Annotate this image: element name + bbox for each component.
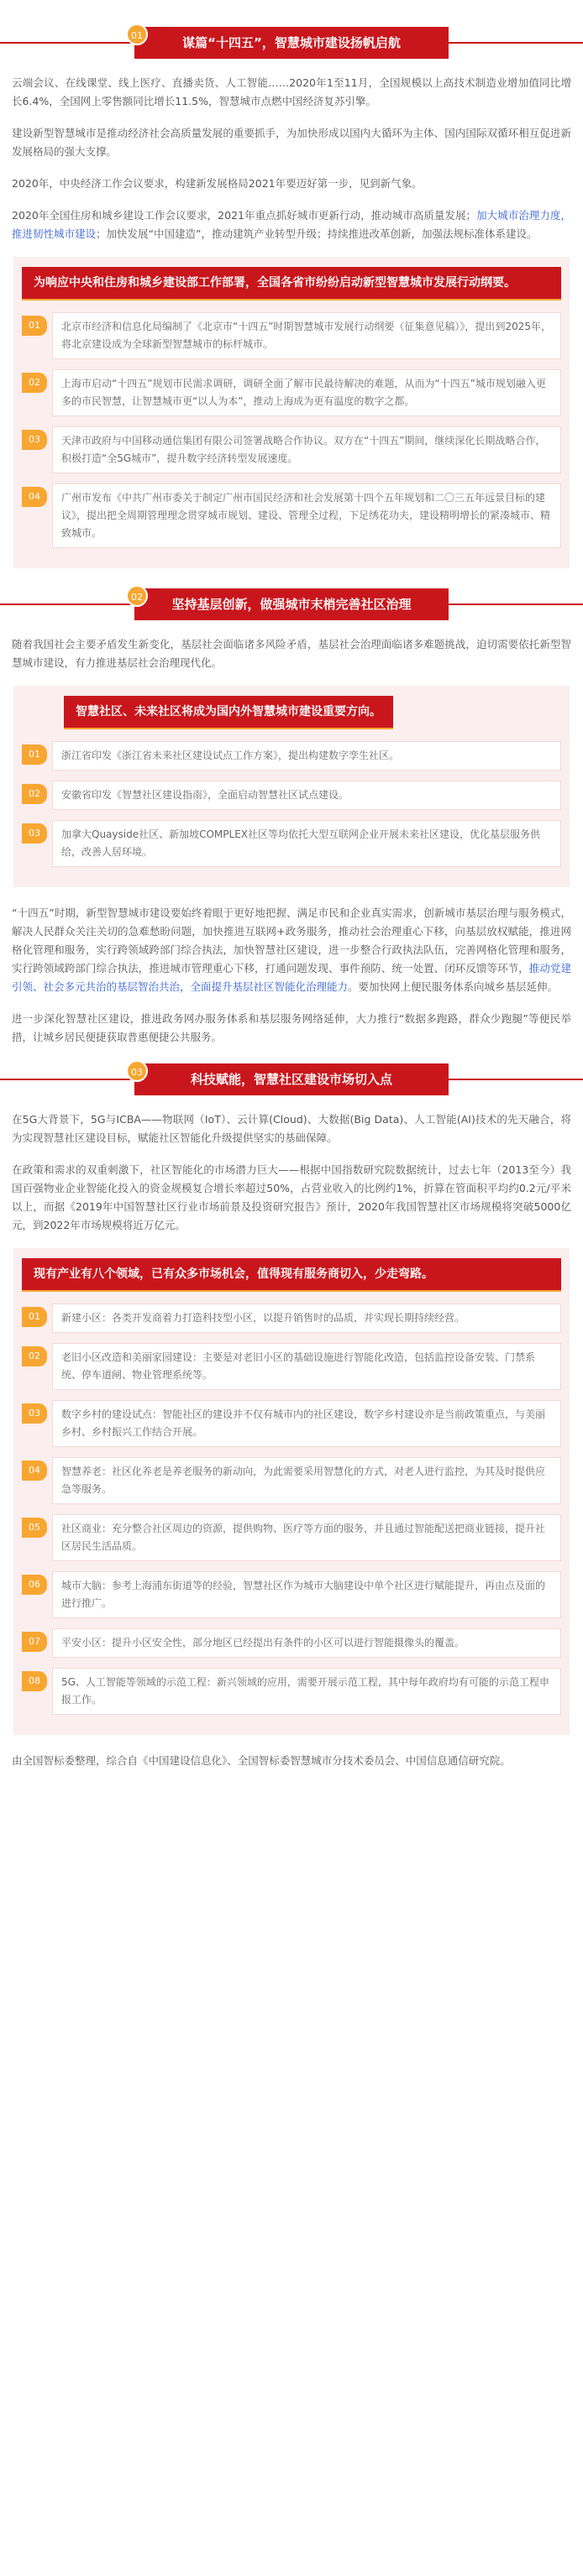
paragraph: 2020年，中央经济工作会议要求，构建新发展格局2021年要迈好第一步，见到新气象。 xyxy=(12,177,423,190)
paragraph: 进一步深化智慧社区建设，推进政务网办服务体系和基层服务网络延伸，大力推行“数据多跑路，群众少跑腿”等便民举措，让城乡居民便捷获取普惠便捷公共服务。 xyxy=(12,1012,571,1043)
list-item xyxy=(22,1668,561,1715)
text-run: “十四五”时期，新型智慧城市建设要始终着眼于更好地把握、满足市民和企业真实需求，创新城市基层治理与服务模式，解决人民群众关注关切的急难愁盼问题，加快推进互联网+政务服务，推动社会治理重心下移，向基层放权赋能，推进网格化管理和服务，实行跨领域跨部门综合执法，加快智慧社区建设，进一步整合行政执法队伍，完善网格化管理和服务，实行跨领域跨部门综合执法，推进城市管理重心下移，打通问题发现、事件预防、统一处置、闭环反馈等环节， xyxy=(12,907,571,974)
item-text: 平安小区：提升小区安全性，部分地区已经提出有条件的小区可以进行智能摄像头的覆盖。 xyxy=(52,1628,561,1658)
item-text: 社区商业：充分整合社区周边的资源，提供购物、医疗等方面的服务，并且通过智能配送把商业链接，提升社区居民生活品质。 xyxy=(52,1514,561,1561)
highlight-text: 加大城市治理力度，推进韧性城市建设 xyxy=(12,209,571,240)
item-number-badge: 05 xyxy=(22,1518,47,1538)
item-number-badge: 01 xyxy=(22,316,47,336)
text-run: 。要加快网上便民服务体系向城乡基层延伸。 xyxy=(348,980,559,993)
list-item xyxy=(22,1628,561,1658)
item-text: 加拿大Quayside社区、新加坡COMPLEX社区等均依托大型互联网企业开展未来社区建设，优化基层服务供给，改善人居环境。 xyxy=(52,820,561,867)
item-number-badge: 01 xyxy=(22,745,47,765)
footer-note: 由全国智标委整理，综合自《中国建设信息化》、全国智标委智慧城市分技术委员会、中国信息通信研究院。 xyxy=(12,1754,511,1767)
section-title: 科技赋能，智慧社区建设市场切入点 xyxy=(134,1063,449,1095)
text-run: 2020年全国住房和城乡建设工作会议要求，2021年重点抓好城市更新行动，推动城市高质量发展； xyxy=(12,209,477,222)
list-item xyxy=(22,312,561,359)
paragraph: 随着我国社会主要矛盾发生新变化，基层社会面临诸多风险矛盾，基层社会治理面临诸多难题挑战，迫切需要依托新型智慧城市建设，有力推进基层社会治理现代化。 xyxy=(12,638,571,669)
item-text: 广州市发布《中共广州市委关于制定广州市国民经济和社会发展第十四个五年规划和二〇三五年远景目标的建议》，提出把全周期管理理念贯穿城市规划、建设、管理全过程，下足绣花功夫，建设精明增长的紧凑城市、精致城市。 xyxy=(52,483,561,548)
item-text: 上海市启动“十四五”规划市民需求调研，调研全面了解市民最待解决的难题，从而为“十四五”城市规划融入更多的市民智慧，让智慧城市更“以人为本”，推动上海成为更有温度的数字之都。 xyxy=(52,369,561,416)
section-header-2 xyxy=(0,585,583,624)
list-item xyxy=(22,1571,561,1618)
list-item xyxy=(22,1457,561,1504)
list-item xyxy=(22,369,561,416)
item-text: 数字乡村的建设试点：智能社区的建设并不仅有城市内的社区建设，数字乡村建设亦是当前政策重点，与美丽乡村、乡村振兴工作结合开展。 xyxy=(52,1400,561,1447)
item-number-badge: 08 xyxy=(22,1671,47,1691)
paragraph: 云端会议、在线课堂、线上医疗、直播卖货、人工智能……2020年1至11月，全国规模以上高技术制造业增加值同比增长6.4%，全国网上零售额同比增长11.5%，智慧城市点燃中国经济复苏引擎。 xyxy=(12,76,571,107)
item-text: 北京市经济和信息化局编制了《北京市“十四五”时期智慧城市发展行动纲要（征集意见稿）》，提出到2025年，将北京建设成为全球新型智慧城市的标杆城市。 xyxy=(52,312,561,359)
list-item xyxy=(22,1514,561,1561)
item-text: 5G、人工智能等领域的示范工程：新兴领域的应用，需要开展示范工程，其中每年政府均有可能的示范工程申报工作。 xyxy=(52,1668,561,1715)
section-title: 谋篇“十四五”，智慧城市建设扬帆启航 xyxy=(134,27,449,59)
list-item xyxy=(22,426,561,473)
list-item xyxy=(22,781,561,810)
section-header-1 xyxy=(0,24,583,62)
section-title: 坚持基层创新，做强城市末梢完善社区治理 xyxy=(134,588,449,620)
item-number-badge: 04 xyxy=(22,1460,47,1481)
paragraph xyxy=(0,904,583,996)
list-item xyxy=(22,741,561,771)
item-number-badge: 02 xyxy=(22,1346,47,1366)
item-number-badge: 03 xyxy=(22,823,47,844)
item-number-badge: 01 xyxy=(22,1307,47,1327)
item-number-badge: 03 xyxy=(22,1403,47,1424)
text-run: ；加快发展“中国建造”，推动建筑产业转型升级；持续推进改革创新，加强法规标准体系建设。 xyxy=(96,227,538,240)
paragraph xyxy=(0,206,583,243)
item-text: 安徽省印发《智慧社区建设指南》，全面启动智慧社区试点建设。 xyxy=(52,781,561,810)
paragraph: 在5G大背景下，5G与ICBA——物联网（IoT）、云计算(Cloud)、大数据(Big Data)、人工智能(AI)技术的先天融合，将为实现智慧社区建设目标，赋能社区智能化升级提供坚实的基础保障。 xyxy=(12,1113,571,1144)
callout-title: 为响应中央和住房和城乡建设部工作部署，全国各省市纷纷启动新型智慧城市发展行动纲要。 xyxy=(22,267,561,300)
item-number-badge: 02 xyxy=(22,784,47,804)
item-number-badge: 04 xyxy=(22,487,47,507)
item-text: 浙江省印发《浙江省未来社区建设试点工作方案》，提出构建数字孪生社区。 xyxy=(52,741,561,771)
item-text: 天津市政府与中国移动通信集团有限公司签署战略合作协议。双方在“十四五”期间，继续深化长期战略合作，积极打造“全5G城市”，提升数字经济转型发展速度。 xyxy=(52,426,561,473)
item-number-badge: 06 xyxy=(22,1575,47,1595)
item-text: 智慧养老：社区化养老是养老服务的新动向，为此需要采用智慧化的方式，对老人进行监控，为其及时提供应急等服务。 xyxy=(52,1457,561,1504)
section-header-3 xyxy=(0,1060,583,1099)
list-item xyxy=(22,1304,561,1333)
item-number-badge: 03 xyxy=(22,430,47,450)
section-number-badge: 01 xyxy=(126,24,148,45)
section-number-badge: 03 xyxy=(126,1060,148,1082)
callout-title: 智慧社区、未来社区将成为国内外智慧城市建设重要方向。 xyxy=(64,696,393,729)
item-text: 老旧小区改造和美丽家园建设：主要是对老旧小区的基础设施进行智能化改造，包括监控设备安装、门禁系统、停车道闸、物业管理系统等。 xyxy=(52,1343,561,1390)
item-text: 城市大脑：参考上海浦东街道等的经验，智慧社区作为城市大脑建设中单个社区进行赋能提升，再由点及面的进行推广。 xyxy=(52,1571,561,1618)
list-item xyxy=(22,820,561,867)
callout-title: 现有产业有八个领域，已有众多市场机会，值得现有服务商切入，少走弯路。 xyxy=(22,1258,561,1292)
item-number-badge: 07 xyxy=(22,1632,47,1652)
list-item xyxy=(22,1343,561,1390)
highlight-text: 推动党建引领、社会多元共治的基层智治共治，全面提升基层社区智能化治理能力 xyxy=(12,962,571,993)
callout-box-1 xyxy=(13,257,570,568)
list-item xyxy=(22,483,561,548)
paragraph: 建设新型智慧城市是推动经济社会高质量发展的重要抓手，为加快形成以国内大循环为主体、国内国际双循环相互促进新发展格局的强大支撑。 xyxy=(12,127,571,158)
item-number-badge: 02 xyxy=(22,373,47,393)
paragraph: 在政策和需求的双重刺激下，社区智能化的市场潜力巨大——根据中国指数研究院数据统计，过去七年（2013至今）我国百强物业企业智能化投入的资金规模复合增长率超过50%，占营业收入的比例约1%，折算在管面积平均约0.2元/平米以上，而据《2019年中国智慧社区行业市场前景及投资研究报告》预计，2020年我国智慧社区市场规模将突破5000亿元，到2022年市场规模将近万亿元。 xyxy=(12,1163,571,1231)
callout-box-2 xyxy=(13,686,570,887)
section-number-badge: 02 xyxy=(126,585,148,607)
list-item xyxy=(22,1400,561,1447)
callout-box-3 xyxy=(13,1248,570,1735)
item-text: 新建小区：各类开发商着力打造科技型小区，以提升销售时的品质，并实现长期持续经营。 xyxy=(52,1304,561,1333)
